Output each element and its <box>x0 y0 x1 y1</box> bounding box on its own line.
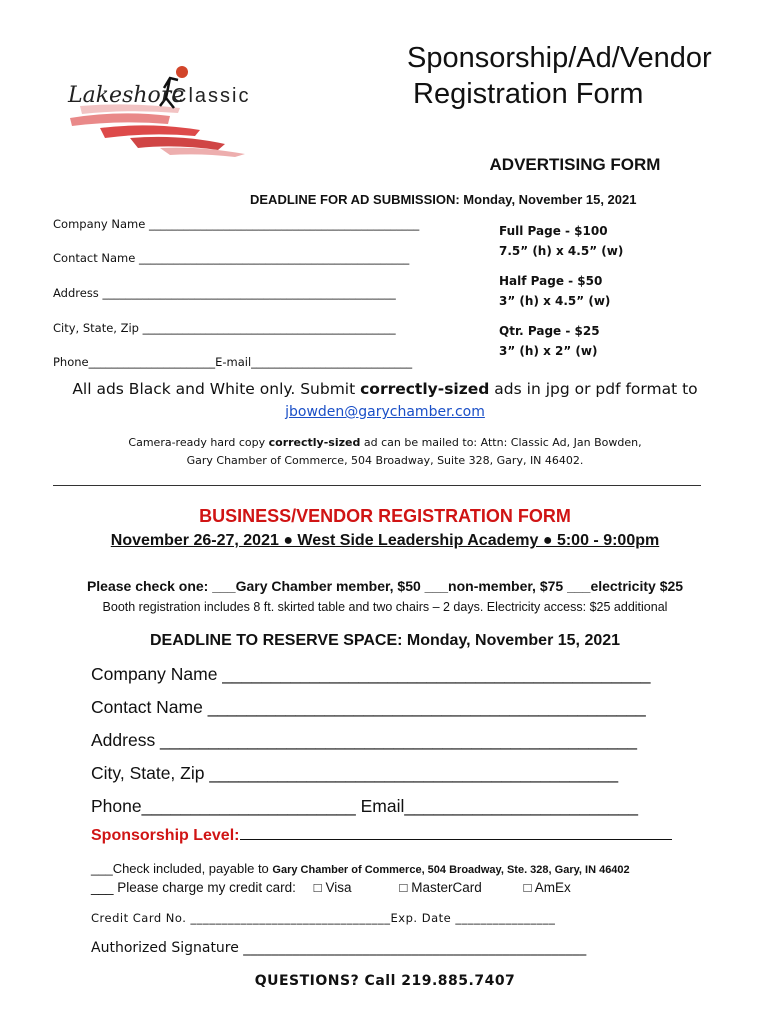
size-qtr-page: Qtr. Page - $25 3” (h) x 2” (w) <box>499 324 600 358</box>
biz-company-field[interactable]: Company Name ____________________________________________ <box>91 664 651 684</box>
questions-contact: QUESTIONS? Call 219.885.7407 <box>254 973 516 989</box>
biz-address-field[interactable]: Address _________________________________________________ <box>91 730 637 750</box>
ad-note: All ads Black and White only. Submit correctly-sized ads in jpg or pdf format to <box>72 380 698 398</box>
section-divider <box>53 485 701 486</box>
title-line2: Registration Form <box>413 78 644 110</box>
ad-city-field[interactable]: City, State, Zip ____________________________________________ <box>53 321 396 335</box>
membership-check[interactable]: Please check one: ___Gary Chamber member, $50 ___non-member, $75 ___electricity $25 <box>86 578 684 594</box>
booth-note: Booth registration includes 8 ft. skirted table and two chairs – 2 days. Electricity access: $25 additional <box>102 600 668 614</box>
form-title <box>407 40 712 112</box>
visa-checkbox[interactable]: □ Visa <box>313 880 352 895</box>
ad-company-field[interactable]: Company Name _______________________________________________ <box>53 217 420 231</box>
size-full-page: Full Page - $100 7.5” (h) x 4.5” (w) <box>499 224 624 258</box>
mastercard-checkbox[interactable]: □ MasterCard <box>399 880 482 895</box>
lakeshore-classic-logo <box>60 58 290 158</box>
business-heading: BUSINESS/VENDOR REGISTRATION FORM <box>199 506 571 526</box>
signature-field[interactable]: Authorized Signature _________________________________________________ <box>91 940 587 956</box>
email-link[interactable]: jbowden@garychamber.com <box>285 404 485 420</box>
credit-card-field[interactable]: Credit Card No. ________________________________Exp. Date ________________ <box>91 911 556 925</box>
size-half-page: Half Page - $50 3” (h) x 4.5” (w) <box>499 274 611 308</box>
title-line1: Sponsorship/Ad/Vendor <box>407 42 712 74</box>
biz-phone-email-field[interactable]: Phone______________________ Email________________________ <box>91 796 638 816</box>
credit-card-option[interactable]: ___ Please charge my credit card: □ Visa □ MasterCard □ AmEx <box>91 880 571 895</box>
ad-deadline: DEADLINE FOR AD SUBMISSION: Monday, November 15, 2021 <box>250 192 637 207</box>
ad-address-field[interactable]: Address ___________________________________________________ <box>53 286 396 300</box>
svg-text:Classic: Classic <box>172 85 251 107</box>
biz-city-field[interactable]: City, State, Zip __________________________________________ <box>91 763 619 783</box>
amex-checkbox[interactable]: □ AmEx <box>523 880 571 895</box>
biz-contact-field[interactable]: Contact Name _____________________________________________ <box>91 697 646 717</box>
svg-text:Lakeshore: Lakeshore <box>68 83 185 108</box>
advertising-heading: ADVERTISING FORM <box>489 155 661 174</box>
ad-contact-field[interactable]: Contact Name _______________________________________________ <box>53 251 410 265</box>
ad-phone-email-field[interactable]: Phone______________________E-mail____________________________ <box>53 355 413 369</box>
sponsorship-level-field[interactable]: Sponsorship Level: <box>91 827 672 845</box>
space-deadline: DEADLINE TO RESERVE SPACE: Monday, November 15, 2021 <box>149 632 621 649</box>
mail-note: Camera-ready hard copy correctly-sized ad can be mailed to: Attn: Classic Ad, Jan Bowden, Gary Chamber of Commerce, 504 Broadway, Suite 328, Gary, IN 46402. <box>128 436 642 467</box>
check-payment-option[interactable]: ___Check included, payable to Gary Chamber of Commerce, 504 Broadway, Ste. 328, Gary, IN 46402 <box>91 861 630 876</box>
event-details: November 26-27, 2021 ● West Side Leadership Academy ● 5:00 - 9:00pm <box>110 532 660 549</box>
